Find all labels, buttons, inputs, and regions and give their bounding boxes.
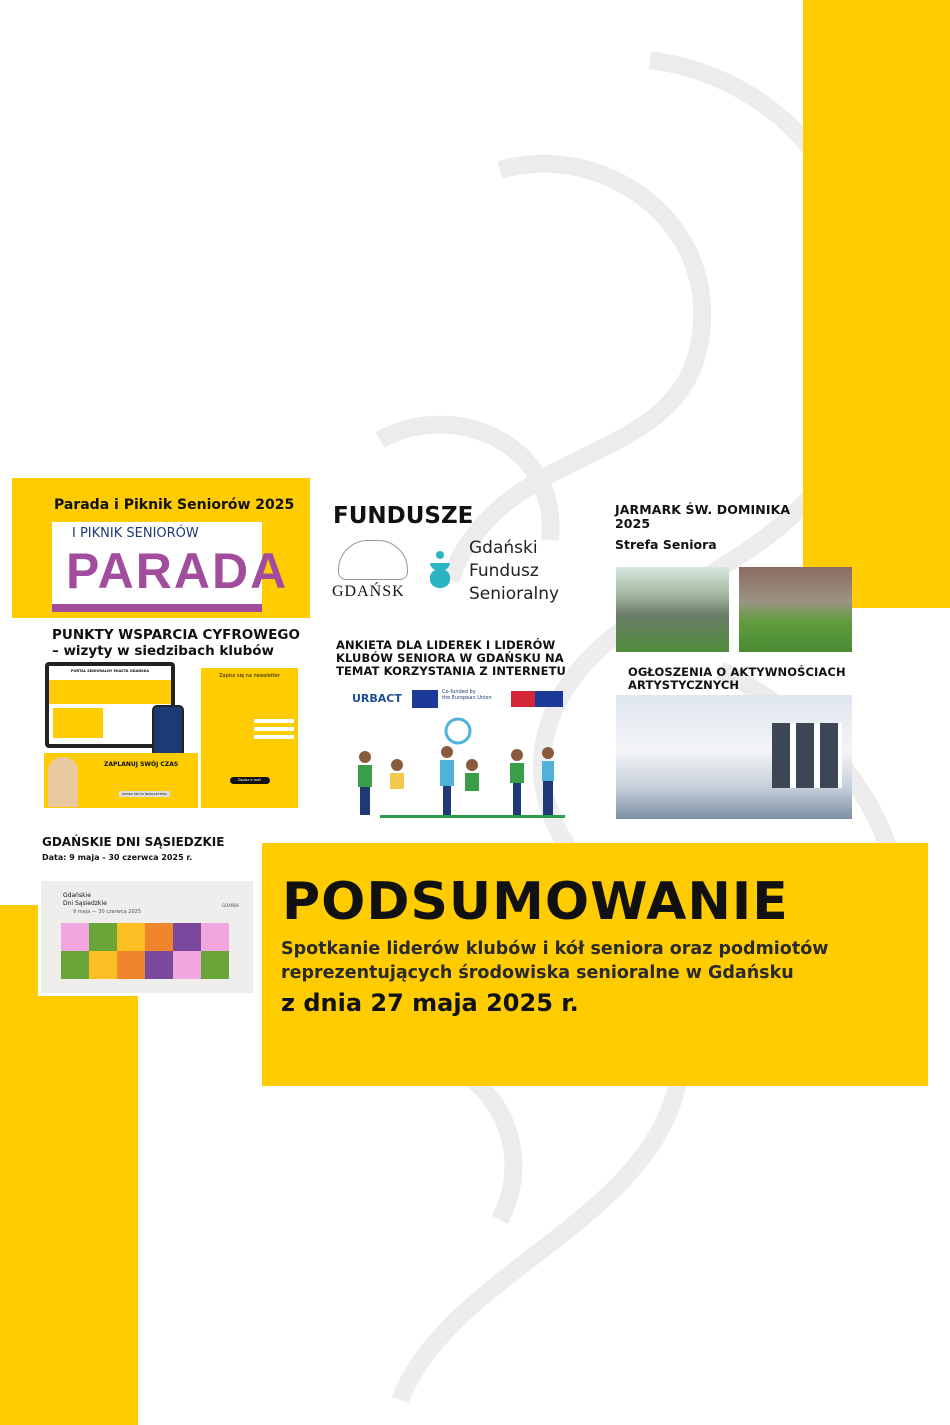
jarmark-photo-1 (616, 567, 729, 652)
gdansk-logo-text: GDAŃSK (332, 583, 405, 600)
eu-flag-icon (412, 690, 438, 708)
summary-date: z dnia 27 maja 2025 r. (281, 989, 579, 1017)
jarmark-photo-2 (739, 567, 852, 652)
ogloszenia-title: OGŁOSZENIA O AKTYWNOŚCIACH ARTYSTYCZNYCH (628, 665, 846, 692)
eu-cofunded-text: Co-funded by the European Union (442, 689, 492, 701)
parada-logo-small: I PIKNIK SENIORÓW (72, 526, 199, 541)
jarmark-title: JARMARK ŚW. DOMINIKA 2025 (615, 502, 791, 531)
parada-logo-bar (52, 604, 262, 612)
summary-subtitle: Spotkanie liderów klubów i kół seniora oraz podmiotów reprezentujących środowiska senioralne w Gdańsku (281, 939, 829, 983)
portal-laptop-image: PORTAL SENIORALNY MIASTA GDAŃSKA (45, 662, 175, 748)
right-yellow-bar (803, 0, 950, 608)
plan-banner-image: ZAPLANUJ SWÓJ CZAS ZAPISZ SIĘ DO NEWSLETTERA (44, 753, 198, 808)
people-illustration (350, 715, 565, 820)
punkty-title: PUNKTY WSPARCIA CYFROWEGO – wizyty w siedzibach klubów (52, 627, 300, 659)
fundusze-title: FUNDUSZE (333, 503, 474, 529)
summary-title: PODSUMOWANIE (282, 872, 789, 932)
sasiedzkie-title: GDAŃSKIE DNI SĄSIEDZKIE (42, 835, 225, 849)
gallery-photo (616, 695, 852, 819)
parada-logo (52, 522, 289, 612)
fundusz-senioralny-logo-icon (428, 550, 452, 588)
jarmark-subtitle: Strefa Seniora (615, 537, 717, 552)
fundusz-senioralny-name: Gdański Fundusz Senioralny (469, 538, 560, 604)
parada-logo-big: PARADA (66, 543, 289, 599)
newsletter-form-image: Zapisz się na newsletter Zapisz e-mail (201, 668, 298, 808)
sasiedzkie-date: Data: 9 maja - 30 czerwca 2025 r. (42, 853, 193, 862)
parada-title: Parada i Piknik Seniorów 2025 (54, 497, 295, 513)
ankieta-title: ANKIETA DLA LIDEREK I LIDERÓW KLUBÓW SENIORA W GDAŃSKU NA TEMAT KORZYSTANIA Z INTERNETU (336, 638, 566, 678)
sasiedzkie-card: Gdańskie Dni Sąsiedzkie 9 maja — 30 czerwca 2025 GDAŃSK (38, 878, 256, 996)
partner-logo (511, 691, 563, 707)
urbact-logo: URBACT (352, 692, 402, 705)
